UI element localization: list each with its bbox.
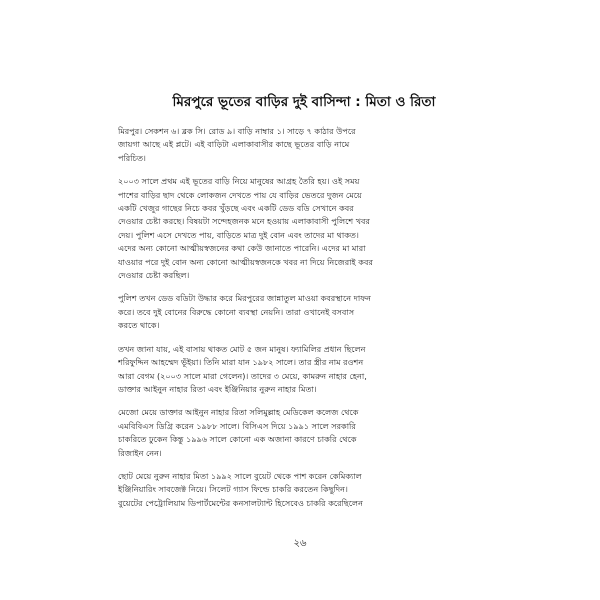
text-line: এমবিবিএস ডিগ্রি করেন ১৯৮৮ সালে। বিসিএস দিয়ে ১৯৯১ সালে সরকারি <box>118 420 356 431</box>
text-line: ছোট মেয়ে নুরুন নাহার মিতা ১৯৯২ সালে বুয়েট থেকে পাশ করেন কেমিক্যাল <box>118 470 362 481</box>
text-line: রিজাইন নেন। <box>118 447 162 458</box>
text-line: যাওয়ার পরে দুই বোন অন্য কোনো আত্মীয়স্বজনকে খবর না দিয়ে নিজেরাই কবর <box>118 256 373 267</box>
paragraph-6 <box>118 470 490 510</box>
text-line: চাকরিতে ঢুকেন কিন্তু ১৯৯৬ সালে কোনো এক অজানা কারণে চাকরি থেকে <box>118 434 357 445</box>
text-line: করতে থাকে। <box>118 320 160 331</box>
text-line: দেয়। পুলিশ এসে দেখতে পায়, বাড়িতে মাত্র দুই বোন এবং তাদের মা থাকত। <box>118 229 359 240</box>
text-line: এদের অন্য কোনো আত্মীয়স্বজনের কথা কেউ জানাতে পারেনি। এদের মা মারা <box>118 243 366 254</box>
text-line: বুয়েটের পেট্রোলিয়াম ডিপার্টমেন্টের কনসালট্যান্ট হিসেবেও চাকরি করেছিলেন <box>118 497 363 508</box>
text-line: দেওয়ার চেষ্টা করছে। বিষয়টা সন্দেহজনক মনে হওয়ায় এলাকাবাসী পুলিশে খবর <box>118 216 370 227</box>
paragraph-5 <box>118 406 490 460</box>
text-line: দেওয়ার চেষ্টা করছিল। <box>118 270 190 281</box>
chapter-title: মিরপুরে ভূতের বাড়ির দুই বাসিন্দা : মিতা ও রিতা <box>172 94 436 110</box>
text-line: মেজো মেয়ে ডাক্তার আইনুন নাহার রিতা সলিমুল্লাহ মেডিকেল কলেজ থেকে <box>118 407 359 418</box>
text-line: ডাক্তার আইনুন নাহার রিতা এবং ইঞ্জিনিয়ার নুরুন নাহার মিতা। <box>118 383 317 394</box>
text-line: পাশের বাড়ির ছাদ থেকে লোকজন দেখতে পায় যে বাড়ির ভেতরে দুজন মেয়ে <box>118 189 362 200</box>
text-line: আরা বেগম (২০০৩ সালে মারা গেলেন)। তাদের ৩ মেয়ে, কামরুন নাহার হেনা, <box>118 370 367 381</box>
text-line: একটি খেজুর গাছের নিচে কবর খুঁড়ছে এবং একটি ডেড বডি সেখানে কবর <box>118 203 354 214</box>
page-content <box>118 86 490 520</box>
text-line: করে। তবে দুই বোনের বিরুদ্ধে কোনো ব্যবস্থা নেয়নি। তারা ওখানেই বসবাস <box>118 306 355 317</box>
paragraph-1 <box>118 125 490 165</box>
paragraph-3 <box>118 292 490 332</box>
text-line: পুলিশ তখন ডেড বডিটা উদ্ধার করে মিরপুরের জান্নাতুল মাওয়া কবরস্থানে দাফন <box>118 293 371 304</box>
text-line: মিরপুর। সেকশন ৬। ব্লক সি। রোড ৯। বাড়ি নাম্বার ১। সাড়ে ৭ কাঠার উপরে <box>118 126 356 136</box>
text-line: ইঞ্জিনিয়ারিং সাবজেক্ট নিয়ে। সিলেট গ্যাস ফিল্ডে চাকরি করতেন কিছুদিন। <box>118 484 348 495</box>
page-number: ২৬ <box>293 538 307 549</box>
paragraph-4 <box>118 343 490 397</box>
text-line: জায়গা আছে এই প্লটে। এই বাড়িটা এলাকাবাসীর কাছে ভূতের বাড়ি নামে <box>118 139 350 150</box>
text-line: শরিফুদ্দিন আহম্মেদ ভূঁইয়া। তিনি মারা যান ১৯৮২ সালে। তার স্ত্রীর নাম রওশন <box>118 357 364 368</box>
text-line: তখন জানা যায়, এই বাসায় থাকত মোট ৫ জন মানুষ। ফ্যামিলির প্রধান ছিলেন <box>118 343 366 354</box>
text-line: পরিচিত। <box>118 152 146 163</box>
paragraph-2 <box>118 175 490 282</box>
text-line: ২০০৩ সালে প্রথম এই ভূতের বাড়ি নিয়ে মানুষের আগ্রহ তৈরি হয়। ওই সময় <box>118 176 360 187</box>
